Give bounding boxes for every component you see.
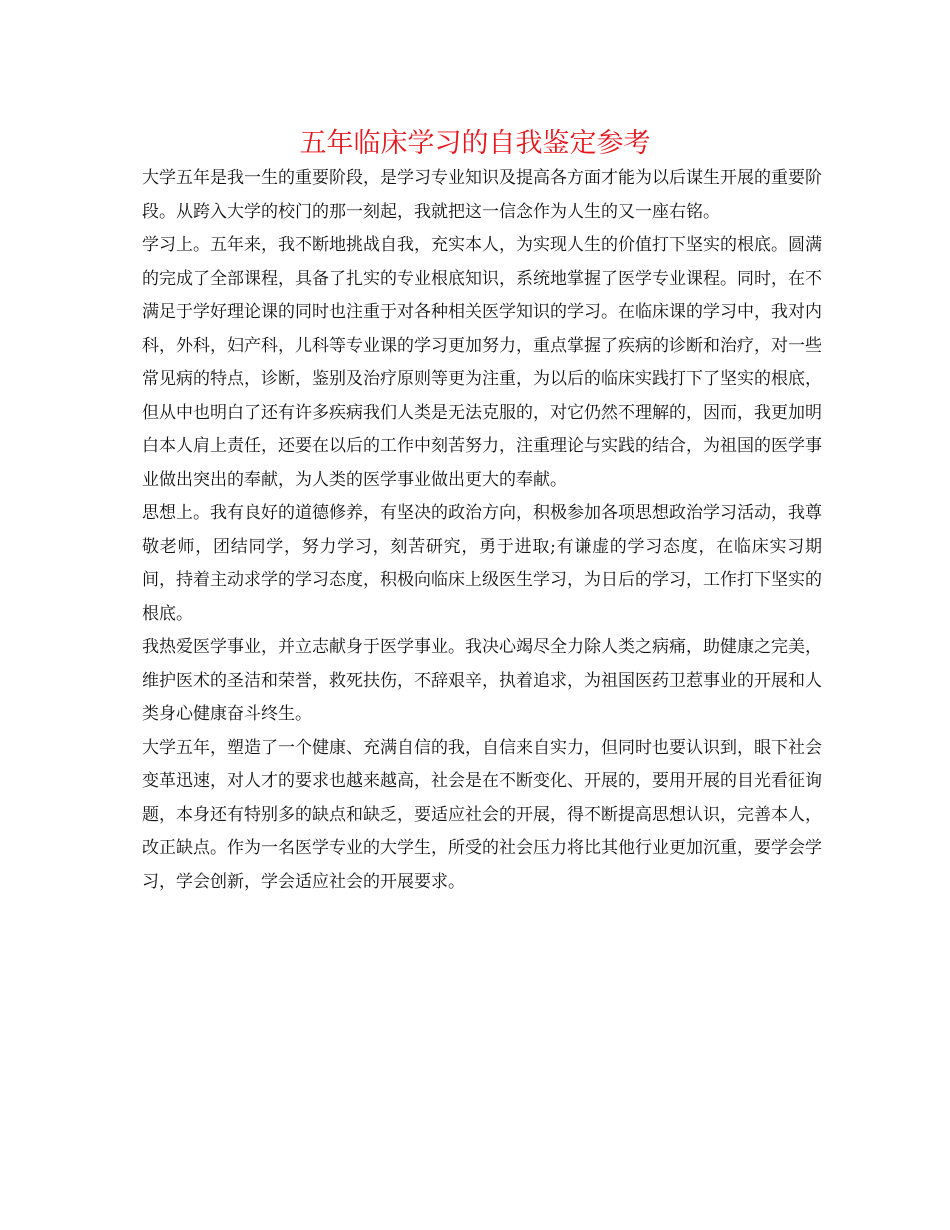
paragraph-career: 我热爱医学事业，并立志献身于医学事业。我决心竭尽全力除人类之病痛，助健康之完美，维护医术的圣洁和荣誉，救死扶伤，不辞艰辛，执着追求，为祖国医药卫惹事业的开展和人类身心健康奋斗终生。 xyxy=(142,637,822,724)
document-body xyxy=(142,162,822,899)
document-title: 五年临床学习的自我鉴定参考 xyxy=(299,128,651,159)
paragraph-intro: 大学五年是我一生的重要阶段，是学习专业知识及提高各方面才能为以后谋生开展的重要阶段。从跨入大学的校门的那一刻起，我就把这一信念作为人生的又一座右铭。 xyxy=(142,168,822,222)
paragraph-conclusion: 大学五年，塑造了一个健康、充满自信的我，自信来自实力，但同时也要认识到，眼下社会变革迅速，对人才的要求也越来越高，社会是在不断变化、开展的，要用开展的目光看征询题，本身还有特别多的缺点和缺乏，要适应社会的开展，得不断提高思想认识，完善本人，改正缺点。作为一名医学专业的大学生，所受的社会压力将比其他行业更加沉重，要学会学习，学会创新，学会适应社会的开展要求。 xyxy=(142,737,822,892)
paragraph-study: 学习上。五年来，我不断地挑战自我，充实本人，为实现人生的价值打下坚实的根底。圆满的完成了全部课程，具备了扎实的专业根底知识，系统地掌握了医学专业课程。同时，在不满足于学好理论课的同时也注重于对各种相关医学知识的学习。在临床课的学习中，我对内科，外科，妇产科，儿科等专业课的学习更加努力，重点掌握了疾病的诊断和治疗，对一些常见病的特点，诊断，鉴别及治疗原则等更为注重，为以后的临床实践打下了坚实的根底，但从中也明白了还有许多疾病我们人类是无法克服的，对它仍然不理解的，因而，我更加明白本人肩上责任，还要在以后的工作中刻苦努力，注重理论与实践的结合，为祖国的医学事业做出突出的奉献，为人类的医学事业做出更大的奉献。 xyxy=(142,235,822,490)
paragraph-thought: 思想上。我有良好的道德修养，有坚决的政治方向，积极参加各项思想政治学习活动，我尊敬老师，团结同学，努力学习，刻苦研究，勇于进取;有谦虚的学习态度，在临床实习期间，持着主动求学的学习态度，积极向临床上级医生学习，为日后的学习，工作打下坚实的根底。 xyxy=(142,503,822,624)
